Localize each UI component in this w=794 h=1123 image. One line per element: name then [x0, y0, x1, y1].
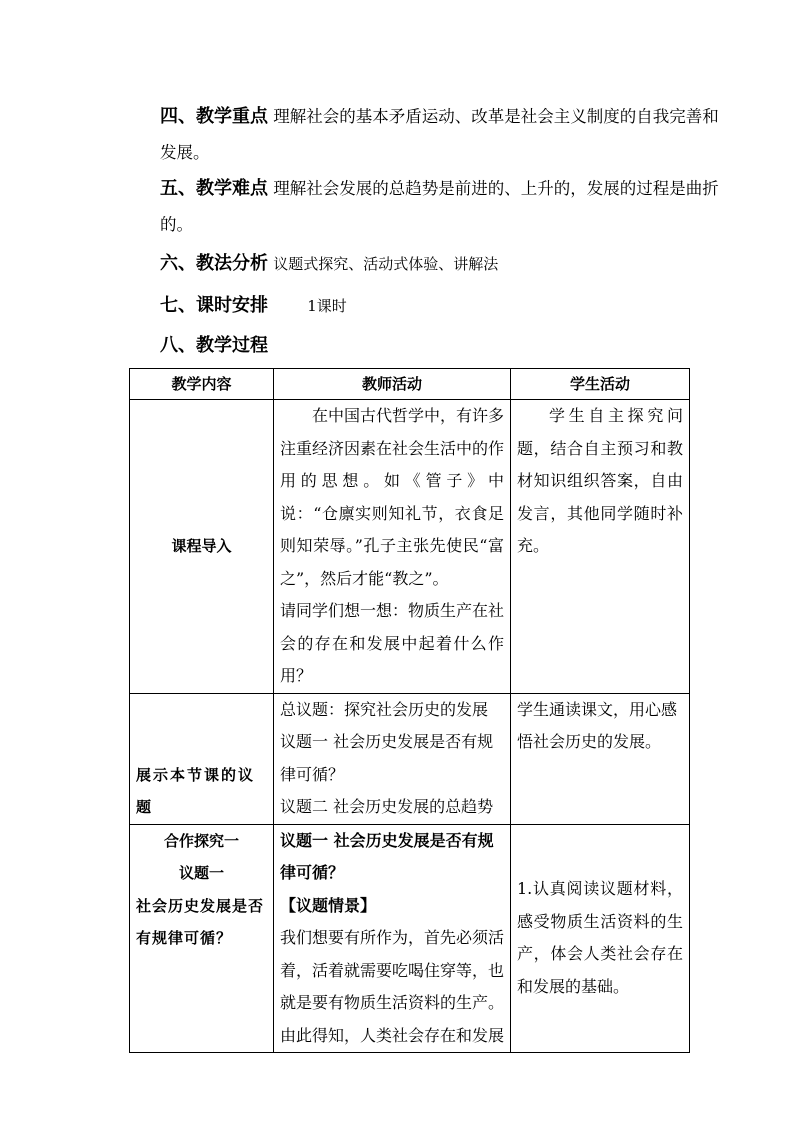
header-teacher: 教师活动 — [274, 369, 511, 400]
section-text: 理解社会发展的总趋势是前进的、上升的，发展的过程是曲折的。 — [160, 179, 719, 234]
section-heading: 四、教学重点 — [160, 106, 268, 127]
header-content: 教学内容 — [130, 369, 274, 400]
student-paragraph: 学生自主探究问题，结合自主预习和教材知识组织答案，自由发言，其他同学随时补充。 — [517, 406, 683, 555]
student-paragraph: 学生通读课文，用心感悟社会历史的发展。 — [517, 699, 678, 751]
row-content-cell — [130, 824, 274, 1053]
row-student-cell — [511, 693, 690, 824]
teaching-process-table — [129, 368, 690, 1053]
section-text: 议题式探究、活动式体验、讲解法 — [273, 255, 499, 273]
table-header-row — [130, 369, 690, 400]
row-student-cell — [511, 824, 690, 1053]
teacher-paragraph: 我们想要有所作为，首先必须活着，活着就需要吃喝住穿等，也就是要有物质生活资料的生产。由此得知，人类社会存在和发展 — [280, 928, 505, 1045]
section-heading: 七、课时安排 — [160, 295, 268, 316]
section-heading: 五、教学难点 — [160, 178, 268, 199]
section-difficult-points — [118, 171, 725, 243]
teacher-line: 总议题：探究社会历史的发展 — [280, 699, 489, 719]
content-label: 展示本节课的议题 — [136, 765, 256, 816]
content-line: 社会历史发展是否有规律可循？ — [136, 896, 265, 947]
content-line: 合作探究一 — [163, 831, 239, 850]
section-heading: 八、教学过程 — [160, 335, 268, 356]
section-heading: 六、教法分析 — [160, 253, 268, 274]
section-key-points — [118, 99, 725, 171]
content-line: 议题一 — [178, 864, 224, 882]
table-row — [130, 400, 690, 694]
row-teacher-cell — [274, 400, 511, 694]
row-student-cell — [511, 400, 690, 694]
section-class-hours — [118, 288, 725, 324]
teacher-paragraph: 请同学们想一想：物质生产在社会的存在和发展中起着什么作用？ — [280, 601, 505, 685]
section-teaching-process — [118, 328, 725, 364]
teacher-title: 议题一 社会历史发展是否有规律可循？ — [280, 830, 494, 882]
teacher-subheading: 【议题情景】 — [280, 895, 377, 915]
row-content-cell — [130, 693, 274, 824]
row-content-cell: 课程导入 — [130, 400, 274, 694]
teacher-line: 议题二 社会历史发展的总趋势 — [280, 797, 494, 816]
student-paragraph: 1.认真阅读议题材料，感受物质生活资料的生产，体会人类社会存在和发展的基础。 — [517, 879, 683, 996]
teacher-line: 议题一 社会历史发展是否有规律可循？ — [280, 732, 494, 784]
header-student: 学生活动 — [511, 369, 690, 400]
row-teacher-cell — [274, 824, 511, 1053]
table-row — [130, 824, 690, 1053]
row-teacher-cell — [274, 693, 511, 824]
section-text: 1课时 — [307, 297, 347, 315]
section-teaching-method — [118, 246, 725, 282]
section-text: 理解社会的基本矛盾运动、改革是社会主义制度的自我完善和发展。 — [160, 107, 719, 162]
teacher-paragraph: 在中国古代哲学中，有许多注重经济因素在社会生活中的作用的思想。如《管子》中说：“仓廪实则知礼节，衣食足则知荣辱。”孔子主张先使民“富之”，然后才能“教之”。 — [280, 406, 505, 588]
table-row — [130, 693, 690, 824]
